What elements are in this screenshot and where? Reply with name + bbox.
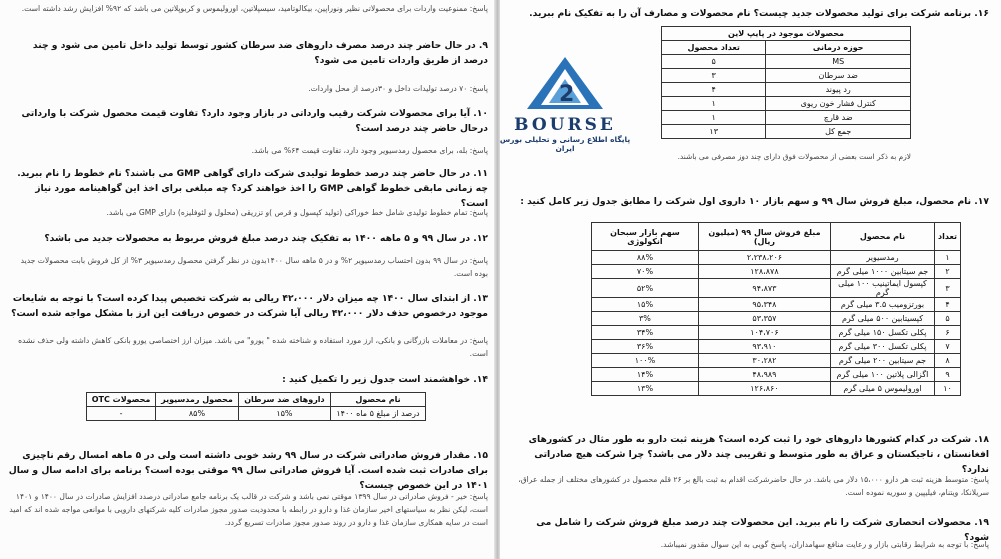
table-cell: MS xyxy=(766,55,911,69)
answer-12: پاسخ: در سال ۹۹ بدون احتساب رمدسیویر ۲% و در ۵ ماهه سال ۱۴۰۰بدون در نظر گرفتن محصول رمدسیویر ۳% از کل فروش بابت محصولات جدید بوده است. xyxy=(20,256,488,278)
table-cell: ۳۰،۲۸۲ xyxy=(698,354,830,368)
table-cell: ۱ xyxy=(662,97,766,111)
logo-mark-icon xyxy=(525,55,605,111)
answer-13: پاسخ: در معاملات بازرگانی و بانکی، ارز مورد استفاده و شناخته شده " یورو" می باشد. میزان ارز اختصاصی یورو بانکی کاهش داشته ولی حذف نشده است. xyxy=(18,336,488,358)
table-cell: ۵۲% xyxy=(592,279,699,298)
svg-text:2: 2 xyxy=(559,82,575,107)
question-12: ۱۲. در سال ۹۹ و ۵ ماهه ۱۴۰۰ به تفکیک چند درصد مبلغ فروش مربوط به محصولات جدید می باشد؟ xyxy=(44,233,488,244)
table-cell: ۳۶% xyxy=(592,340,699,354)
table-cell: درصد از مبلغ ۵ ماه ۱۴۰۰ xyxy=(330,407,425,421)
table-cell: ۵ xyxy=(935,312,961,326)
table-cell: ۵ xyxy=(662,55,766,69)
table-title: محصولات موجود در پایپ لاین xyxy=(662,27,911,41)
table-cell: پکلی تکسل ۱۵۰ میلی گرم xyxy=(830,326,934,340)
table-cell: ۸۵% xyxy=(156,407,239,421)
table-header: نام محصول xyxy=(830,223,934,251)
table-header: محصولات OTC xyxy=(87,393,156,407)
table-cell: جم سیتابین ۱۰۰۰ میلی گرم xyxy=(830,265,934,279)
table-row xyxy=(662,97,911,111)
table-row xyxy=(592,223,961,251)
table-row xyxy=(592,265,961,279)
table-cell: رد پیوند xyxy=(766,83,911,97)
table-row xyxy=(662,125,911,139)
table-row xyxy=(662,69,911,83)
logo-wordmark: BOURSE xyxy=(514,115,616,135)
table-cell: ۱۵% xyxy=(592,298,699,312)
question-10: ۱۰. آیا برای محصولات شرکت رقیب وارداتی در بازار وجود دارد؟ تفاوت قیمت محصول شرکت با وارداتی درحال حاضر چند درصد است؟ xyxy=(21,108,488,134)
answer-19: پاسخ: با توجه به شرایط رقابتی بازار و رعایت منافع سهامداران، پاسخ گویی به این سوال مقدور نمیباشد. xyxy=(660,540,989,549)
table-cell: ۳ xyxy=(935,279,961,298)
table-cell: ۱۲۸،۸۷۸ xyxy=(698,265,830,279)
logo-subtitle: پایگاه اطلاع رسانی و تحلیلی بورس ایران xyxy=(499,135,631,153)
table-cell: اگزالی پلاتین ۱۰۰ میلی گرم xyxy=(830,368,934,382)
table-cell: کپسیتابین ۵۰۰ میلی گرم xyxy=(830,312,934,326)
table-cell: ۷ xyxy=(935,340,961,354)
table-cell: ۳% xyxy=(592,312,699,326)
table-row xyxy=(662,55,911,69)
table-cell: ۴ xyxy=(662,83,766,97)
table-cell: ۱ xyxy=(662,111,766,125)
table-16-note: لازم به ذکر است بعضی از محصولات فوق دارای چند دوز مصرفی می باشند. xyxy=(677,152,911,161)
table-row xyxy=(662,83,911,97)
table-header: نام محصول xyxy=(330,393,425,407)
table-cell: رمدسیویر xyxy=(830,251,934,265)
answer-18: پاسخ: متوسط هزینه ثبت هر دارو ۱۵،۰۰۰ دلار می باشد. در حال حاضرشرکت اقدام به ثبت بالغ بر ۲۶ قلم محصول در کشورهای مختلف از جمله عراق، سریلانکا، ویتنام، فیلیپین و سوریه نموده است. xyxy=(518,475,989,497)
question-17: ۱۷. نام محصول، مبلغ فروش سال ۹۹ و سهم بازار ۱۰ داروی اول شرکت را مطابق جدول زیر کامل کنید : xyxy=(520,196,989,207)
table-cell: ۱۳ xyxy=(662,125,766,139)
table-cell: - xyxy=(87,407,156,421)
table-cell: ۱ xyxy=(935,251,961,265)
table-row xyxy=(592,340,961,354)
answer-9: پاسخ: ۷۰ درصد تولیدات داخل و ۳۰درصد از محل واردات. xyxy=(308,84,488,93)
table-header: حوزه درمانی xyxy=(766,41,911,55)
table-cell: جمع کل xyxy=(766,125,911,139)
question-15: ۱۵. مقدار فروش صادراتی شرکت در سال ۹۹ رشد خوبی داشته است ولی در ۵ ماهه امسال رقم ناچیزی برای صادرات ثبت شده است. آیا فروش صادراتی سال ۹۹ موقتی بوده است؟ برنامه برای ادامه سال و سال ۱۴۰۱ در این خصوص چیست؟ xyxy=(8,450,488,491)
table-row xyxy=(87,393,426,407)
table-cell: ۱۰ xyxy=(935,382,961,396)
table-17 xyxy=(591,222,961,396)
table-cell: ۱۰۰% xyxy=(592,354,699,368)
question-11: ۱۱. در حال حاضر چند درصد خطوط تولیدی شرکت دارای گواهی GMP می باشند؟ نام خطوط را نام ببرید. چه زمانی مابقی خطوط گواهی GMP را اخذ خواهند کرد؟ چه مبلغی برای اخذ این گواهینامه مورد نیاز است؟ xyxy=(17,168,488,209)
answer-11: پاسخ: تمام خطوط تولیدی شامل خط خوراکی (تولید کپسول و قرص )و تزریقی (محلول و لئوفلیزه) دارای GMP می باشد. xyxy=(106,208,488,217)
table-cell: پکلی تکسل ۳۰۰ میلی گرم xyxy=(830,340,934,354)
table-row xyxy=(592,326,961,340)
table-header: تعداد محصول xyxy=(662,41,766,55)
table-cell: ۱۳% xyxy=(592,382,699,396)
table-row xyxy=(662,41,911,55)
table-14 xyxy=(86,392,426,421)
table-cell: ۸۸% xyxy=(592,251,699,265)
table-row xyxy=(592,298,961,312)
table-cell: ضد قارچ xyxy=(766,111,911,125)
table-row xyxy=(592,312,961,326)
table-cell: ۹ xyxy=(935,368,961,382)
table-cell: ۹۵،۳۴۸ xyxy=(698,298,830,312)
table-row xyxy=(592,382,961,396)
table-header: سهم بازار سبحان انکولوژی xyxy=(592,223,699,251)
question-9: ۹. در حال حاضر چند درصد مصرف داروهای ضد سرطان کشور توسط تولید داخل تامین می شود و چند درصد از طریق واردات تامین می شود؟ xyxy=(32,40,488,66)
table-cell: ۵۳،۳۵۷ xyxy=(698,312,830,326)
table-cell: ضد سرطان xyxy=(766,69,911,83)
table-row xyxy=(662,27,911,41)
question-18: ۱۸. شرکت در کدام کشورها داروهای خود را ثبت کرده است؟ هزینه ثبت دارو به طور مثال در کشورهای افغانستان ، تاجیکستان و عراق به طور متوسط و تقریبی چند دلار می باشد؟ چرا شرکت هیچ صادراتی ندارد؟ xyxy=(528,434,989,475)
table-cell: ۷۰% xyxy=(592,265,699,279)
table-row xyxy=(662,111,911,125)
table-cell: ۳۴% xyxy=(592,326,699,340)
answer-15: پاسخ: خیر - فروش صادراتی در سال ۱۳۹۹ موقتی نمی باشد و شرکت در قالب یک برنامه جامع صادراتی درصدد افزایش صادرات در سال ۱۴۰۰ و ۱۴۰۱ است، لیکن نظر به سیاستهای اخیر سازمان غذا و دارو در رابطه با محدودیت صدور مجوز صادرات کلیه شرکتهای دارویی با موانعی مواجه شده اند که امید است در سایه همکاری سازمان غذا و دارو در روند صدور مجوز صادرات تسریع گردد. xyxy=(9,492,488,527)
table-cell: ۶ xyxy=(935,326,961,340)
table-row xyxy=(87,407,426,421)
table-cell: ۸ xyxy=(935,354,961,368)
table-cell: کنترل فشار خون ریوی xyxy=(766,97,911,111)
left-page xyxy=(0,0,496,559)
table-cell: ۳ xyxy=(662,69,766,83)
question-19: ۱۹. محصولات انحصاری شرکت را نام ببرید. این محصولات چند درصد مبلغ فروش شرکت را شامل می شود؟ xyxy=(536,517,989,543)
table-row xyxy=(592,279,961,298)
table-cell: ۹۳،۹۱۰ xyxy=(698,340,830,354)
table-row xyxy=(592,354,961,368)
table-header: داروهای ضد سرطان xyxy=(238,393,330,407)
table-cell: ۱۵% xyxy=(238,407,330,421)
question-13: ۱۳. از ابتدای سال ۱۴۰۰ چه میزان دلار ۴۲،۰۰۰ ریالی به شرکت تخصیص پیدا کرده است؟ با توجه به شایعات موجود درخصوص حذف دلار ۴۲،۰۰۰ ریالی آیا شرکت در خصوص دریافت این ارز با مشکل مواجه شده است؟ xyxy=(11,293,488,319)
table-cell: ۲ xyxy=(935,265,961,279)
table-cell: ۲،۲۳۸،۲۰۶ xyxy=(698,251,830,265)
bourse-logo xyxy=(490,55,640,155)
question-14: ۱۴. خواهشمند است جدول زیر را تکمیل کنید : xyxy=(282,374,488,385)
table-cell: کپسول ایماتینیب ۱۰۰ میلی گرم xyxy=(830,279,934,298)
answer-prev: پاسخ: ممنوعیت واردات برای محصولاتی نظیر ونوراپین، بیکالوتامید، سیسپلاتین، اوروليموس و کربوپلاتین می باشد که ۹۲% افزایش رشد داشته است. xyxy=(21,4,488,13)
table-header: مبلغ فروش سال ۹۹ (میلیون ریال) xyxy=(698,223,830,251)
table-cell: ۱۰۴،۷۰۶ xyxy=(698,326,830,340)
table-cell: اوروليموس ۵ میلی گرم xyxy=(830,382,934,396)
table-cell: جم سیتابین ۲۰۰ میلی گرم xyxy=(830,354,934,368)
table-16 xyxy=(661,26,911,139)
table-header: تعداد xyxy=(935,223,961,251)
table-row xyxy=(592,368,961,382)
table-cell: بورتزومیب ۳.۵ میلی گرم xyxy=(830,298,934,312)
table-cell: ۴۸،۹۸۹ xyxy=(698,368,830,382)
table-cell: ۱۲۶،۸۶۰ xyxy=(698,382,830,396)
question-16: ۱۶. برنامه شرکت برای تولید محصولات جدید چیست؟ نام محصولات و مصارف آن را به تفکیک نام ببرید. xyxy=(529,8,989,19)
table-cell: ۹۴،۸۷۳ xyxy=(698,279,830,298)
table-cell: ۱۴% xyxy=(592,368,699,382)
answer-10: پاسخ: بله، برای محصول رمدسیویر وجود دارد، تفاوت قیمت ۶۴% می باشد. xyxy=(251,146,488,155)
table-row xyxy=(592,251,961,265)
table-cell: ۴ xyxy=(935,298,961,312)
table-header: محصول رمدسیویر xyxy=(156,393,239,407)
